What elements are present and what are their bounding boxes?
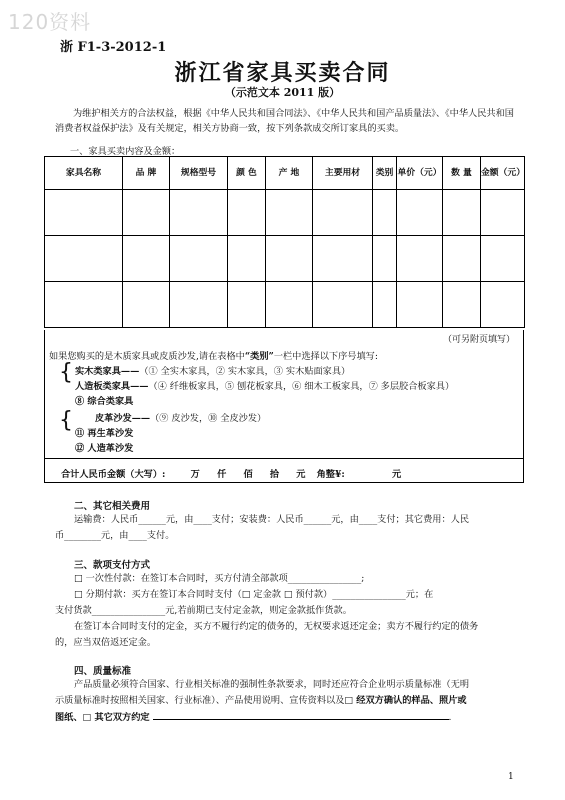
wood-solid-label: 实木类家具—— [75,366,140,377]
wood-mixed-line: ⑧ 综合类家具 [75,396,134,407]
col-header: 单价（元） [397,157,443,190]
payment-option-full[interactable]: □ 一次性付款：在签订本合同时，买方付清全部款项________________; [74,573,365,584]
brace-icon: { [59,360,73,385]
deposit-rule-line1: 在签订本合同时支付的定金，买方不履行约定的债务的，无权要求返还定金；卖方不履行约定的债务 [74,621,479,632]
table-row [45,236,525,282]
table-cell[interactable] [123,282,170,328]
items-table [44,156,525,328]
table-cell[interactable] [123,190,170,236]
payment-option-installment-cont: 支付货款________________元,若前期已支付定金款，则定金款抵作货款。 [55,605,352,616]
section2-line2: 币________元，由____支付。 [55,530,175,541]
quality-text: 示质量标准时按照相关国家、行业标准）、产品使用说明、宣传资料以及 [55,695,345,706]
table-cell[interactable] [266,236,313,282]
table-cell[interactable] [45,282,123,328]
divider [45,458,523,459]
table-cell[interactable] [481,282,525,328]
category-intro-text: 如果您购买的是木质家具或皮质沙发,请在表格中 [49,351,245,362]
watermark: 120资料 [8,10,92,34]
unit-bai: 佰 [243,469,253,480]
leather-options: （⑨ 皮沙发，⑩ 全皮沙发） [150,413,267,424]
brace-icon: { [59,408,73,433]
unit-yuan-final: 元 [392,469,402,480]
wood-solid-options: （① 全实木家具，② 实木家具，③ 实木贴面家具） [139,366,351,377]
table-cell[interactable] [481,190,525,236]
unit-wan: 万 [190,469,200,480]
col-header: 类别 [373,157,397,190]
table-cell[interactable] [45,236,123,282]
table-cell[interactable] [373,190,397,236]
wood-solid-line [75,363,350,377]
table-cell[interactable] [397,236,443,282]
table-cell[interactable] [228,236,266,282]
col-header: 产 地 [266,157,313,190]
col-header: 家具名称 [45,157,123,190]
unit-yuan: 元 [296,469,306,480]
quality-line1: 产品质量必须符合国家、行业相关标准的强制性条款要求，同时还应符合企业明示质量标准（无明 [74,679,470,690]
extra-pages-note: （可另附页填写） [442,335,515,345]
section4-title: 四、质量标准 [74,666,132,677]
table-cell[interactable] [228,190,266,236]
quality-agreement-field[interactable] [153,709,449,720]
table-cell[interactable] [45,190,123,236]
section3-title: 三、款项支付方式 [74,560,151,571]
col-header: 主要用材 [313,157,373,190]
section2-title: 二、其它相关费用 [74,501,151,512]
total-label: 合计人民币金额（大写）: [61,469,166,480]
table-cell[interactable] [397,190,443,236]
table-cell[interactable] [397,282,443,328]
col-header: 规格型号 [170,157,228,190]
quality-line2 [55,693,467,709]
category-column-ref: “类别” [244,351,274,362]
col-header: 品 牌 [123,157,170,190]
leather-recycled-line: ⑪ 再生革沙发 [75,428,134,439]
unit-jiao: 角整¥: [316,469,345,480]
payment-option-installment[interactable]: □ 分期付款：买方在签订本合同时支付（□ 定金款 □ 预付款）________________元；在 [74,589,434,600]
table-cell[interactable] [443,190,481,236]
quality-line3 [55,709,451,726]
table-cell[interactable] [266,190,313,236]
category-intro [49,348,378,362]
table-cell[interactable] [123,236,170,282]
page-subtitle: （示范文本 2011 版） [224,86,341,99]
col-header: 颜 色 [228,157,266,190]
col-header: 数 量 [443,157,481,190]
leather-label: 皮革沙发—— [95,413,151,424]
table-cell[interactable] [443,236,481,282]
table-cell[interactable] [481,236,525,282]
unit-shi: 拾 [269,469,280,480]
table-cell[interactable] [313,236,373,282]
table-row [45,190,525,236]
table-cell[interactable] [170,190,228,236]
table-cell[interactable] [228,282,266,328]
col-header: 金额（元） [481,157,525,190]
section1-title: 一、家具买卖内容及金额： [70,146,181,157]
page-number: 1 [508,772,514,782]
page-title: 浙江省家具买卖合同 [174,60,391,86]
category-intro-text: 一栏中选择以下序号填写: [273,351,378,362]
quality-sample-option[interactable]: □ 经双方确认的样品、照片或 [344,695,467,706]
leather-artificial-line: ⑫ 人造革沙发 [75,443,134,454]
intro-paragraph: 为维护相关方的合法权益，根据《中华人民共和国合同法》、《中华人民共和国产品质量法》、《中华人民共和国消费者权益保护法》及有关规定，相关方协商一致，按下列条款成交所订家具的买卖。 [55,108,514,134]
table-cell[interactable] [373,282,397,328]
table-row [45,282,525,328]
wood-panel-line [75,378,454,392]
section2-line1: 运输费：人民币______元，由____支付；安装费：人民币______元，由____支付；其它费用：人民 [74,514,470,525]
wood-panel-label: 人造板类家具—— [75,381,149,392]
document-code: 浙 F1-3-2012-1 [60,40,167,55]
deposit-rule-line2: 的，应当双倍返还定金。 [55,637,157,648]
wood-panel-options: （④ 纤维板家具，⑤ 刨花板家具，⑥ 细木工板家具，⑦ 多层胶合板家具） [148,381,455,392]
category-notes-box [44,330,524,483]
quality-end-mark: . [448,712,452,723]
table-cell[interactable] [373,236,397,282]
quality-other-option[interactable]: 图纸、□ 其它双方约定 [55,712,150,723]
table-cell[interactable] [170,236,228,282]
table-cell[interactable] [170,282,228,328]
table-cell[interactable] [313,190,373,236]
table-header-row [45,157,525,190]
leather-line [95,410,266,424]
total-amount-row [61,466,401,480]
table-cell[interactable] [443,282,481,328]
unit-qian: 仟 [217,469,227,480]
table-cell[interactable] [313,282,373,328]
table-cell[interactable] [266,282,313,328]
